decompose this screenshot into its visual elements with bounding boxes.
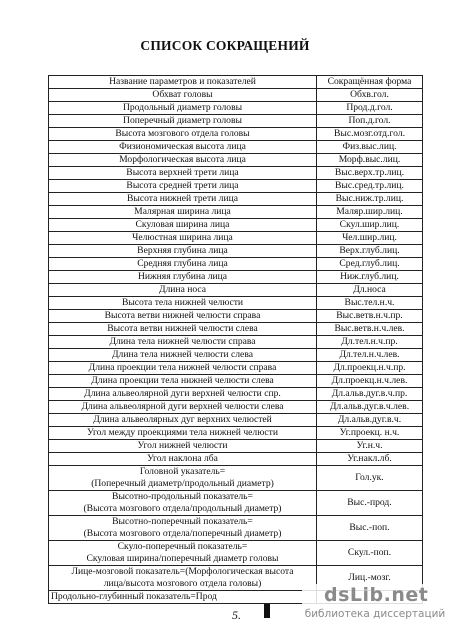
- abbreviation: Выс.ветв.н.ч.лев.: [317, 323, 423, 336]
- table-body: [49, 89, 423, 604]
- table-row: [49, 466, 423, 491]
- table-row: [49, 284, 423, 297]
- table-row: [49, 323, 423, 336]
- abbreviation: Выс.верх.тр.лиц.: [317, 167, 423, 180]
- parameter-name: Нижняя глубина лица: [49, 271, 317, 284]
- table-row: [49, 128, 423, 141]
- parameter-name: Скуловая ширина лица: [49, 219, 317, 232]
- abbreviation: Дл.проекц.н.ч.лев.: [317, 375, 423, 388]
- watermark-logo: dsLib.net: [324, 584, 429, 606]
- table-row: [49, 453, 423, 466]
- parameter-name: Физиономическая высота лица: [49, 141, 317, 154]
- table-row: [49, 193, 423, 206]
- abbreviation: Дл.альв.дуг.в.ч.пр.: [317, 388, 423, 401]
- parameter-name: Длина проекции тела нижней челюсти слева: [49, 375, 317, 388]
- table-row: [49, 491, 423, 516]
- abbreviation: Чел.шир.лиц.: [317, 232, 423, 245]
- parameter-name: Длина тела нижней челюсти слева: [49, 349, 317, 362]
- abbreviation: Морф.выс.лиц.: [317, 154, 423, 167]
- page-number: 5.: [232, 608, 241, 622]
- parameter-name: Малярная ширина лица: [49, 206, 317, 219]
- table-row: [49, 206, 423, 219]
- watermark: [302, 584, 448, 628]
- table-row: [49, 89, 423, 102]
- parameter-name: Длина альвеолярных дуг верхних челюстей: [49, 414, 317, 427]
- table-row: [49, 154, 423, 167]
- parameter-name: Высотно-поперечный показатель= (Высота мозгового отдела/поперечный диаметр): [49, 516, 317, 541]
- abbreviation: Выс.мозг.отд.гол.: [317, 128, 423, 141]
- table-row: [49, 245, 423, 258]
- table-row: [49, 440, 423, 453]
- abbreviation: Обхв.гол.: [317, 89, 423, 102]
- parameter-name: Средняя глубина лица: [49, 258, 317, 271]
- table-row: [49, 297, 423, 310]
- parameter-name: Высота ветви нижней челюсти справа: [49, 310, 317, 323]
- parameter-name: Высота ветви нижней челюсти слева: [49, 323, 317, 336]
- table-row: [49, 232, 423, 245]
- abbreviation: Скул.-поп.: [317, 541, 423, 566]
- abbreviation: Выс.ниж.тр.лиц.: [317, 193, 423, 206]
- abbreviation: Уг.н.ч.: [317, 440, 423, 453]
- parameter-name: Высота верхней трети лица: [49, 167, 317, 180]
- abbreviation: Выс.-поп.: [317, 516, 423, 541]
- table-row: [49, 336, 423, 349]
- abbreviation: Выс.сред.тр.лиц.: [317, 180, 423, 193]
- abbreviation: Гол.ук.: [317, 466, 423, 491]
- abbreviation: Маляр.шир.лиц.: [317, 206, 423, 219]
- parameter-name: Угол нижней челюсти: [49, 440, 317, 453]
- page-title: СПИСОК СОКРАЩЕНИЙ: [140, 38, 310, 53]
- table-row: [49, 167, 423, 180]
- parameter-name: Высота нижней трети лица: [49, 193, 317, 206]
- abbreviation: Дл.тел.н.ч.лев.: [317, 349, 423, 362]
- abbreviation: Прод.д.гол.: [317, 102, 423, 115]
- table-row: [49, 180, 423, 193]
- table-row: [49, 414, 423, 427]
- header-abbreviation: Сокращённая форма: [317, 76, 423, 89]
- parameter-name: Лице-мозговой показатель=(Морфологическая высота лица/высота мозгового отдела головы): [49, 566, 317, 591]
- parameter-name: Длина проекции тела нижней челюсти справа: [49, 362, 317, 375]
- abbreviation: Дл.носа: [317, 284, 423, 297]
- abbreviation: Дл.альв.дуг.в.ч.лев.: [317, 401, 423, 414]
- abbreviation: Лиц.-мозг.: [317, 566, 423, 591]
- abbreviation: Уг.проекц. н.ч.: [317, 427, 423, 440]
- abbreviation: Дл.альв.дуг.в.ч.: [317, 414, 423, 427]
- abbreviation: Скул.шир.лиц.: [317, 219, 423, 232]
- scan-artifact: [264, 604, 270, 618]
- parameter-name: Угол наклона лба: [49, 453, 317, 466]
- table-row: [49, 401, 423, 414]
- abbreviation: Верх.глуб.лиц.: [317, 245, 423, 258]
- table-row: [49, 258, 423, 271]
- table-row: [49, 516, 423, 541]
- abbreviation: Выс.-прод.: [317, 491, 423, 516]
- table-row: [49, 310, 423, 323]
- parameter-name: Высота мозгового отдела головы: [49, 128, 317, 141]
- abbreviation: Сред.глуб.лиц.: [317, 258, 423, 271]
- watermark-subtitle: библиотека диссертаций: [304, 608, 446, 620]
- table-row: [49, 271, 423, 284]
- parameter-name: Скуло-поперечный показатель= Скуловая ширина/поперечный диаметр головы: [49, 541, 317, 566]
- abbreviation: Дл.проекц.н.ч.пр.: [317, 362, 423, 375]
- table-row: [49, 388, 423, 401]
- parameter-name: Высота средней трети лица: [49, 180, 317, 193]
- parameter-name: Верхняя глубина лица: [49, 245, 317, 258]
- header-parameter-name: Название параметров и показателей: [49, 76, 317, 89]
- table-row: [49, 141, 423, 154]
- parameter-name: Высотно-продольный показатель= (Высота мозгового отдела/продольный диаметр): [49, 491, 317, 516]
- abbreviation: Выс.тел.н.ч.: [317, 297, 423, 310]
- abbreviation: Дл.тел.н.ч.пр.: [317, 336, 423, 349]
- parameter-name: Угол между проекциями тела нижней челюсти: [49, 427, 317, 440]
- abbreviation: Поп.д.гол.: [317, 115, 423, 128]
- table-header-row: [49, 76, 423, 89]
- parameter-name: Длина носа: [49, 284, 317, 297]
- table-row: [49, 115, 423, 128]
- table-row: [49, 349, 423, 362]
- parameter-name: Длина тела нижней челюсти справа: [49, 336, 317, 349]
- parameter-name: Продольно-глубинный показатель=Прод: [49, 591, 317, 604]
- parameter-name: Обхват головы: [49, 89, 317, 102]
- parameter-name: Продольный диаметр головы: [49, 102, 317, 115]
- abbreviation: Уг.накл.лб.: [317, 453, 423, 466]
- abbreviation: Ниж.глуб.лиц.: [317, 271, 423, 284]
- abbreviations-table: [48, 75, 423, 604]
- parameter-name: Длина альвеолярной дуги верхней челюсти слева: [49, 401, 317, 414]
- parameter-name: Высота тела нижней челюсти: [49, 297, 317, 310]
- table-row: [49, 541, 423, 566]
- parameter-name: Поперечный диаметр головы: [49, 115, 317, 128]
- table-row: [49, 362, 423, 375]
- abbreviation: Физ.выс.лиц.: [317, 141, 423, 154]
- table-row: [49, 427, 423, 440]
- table-row: [49, 102, 423, 115]
- parameter-name: Челюстная ширина лица: [49, 232, 317, 245]
- table-row: [49, 375, 423, 388]
- parameter-name: Морфологическая высота лица: [49, 154, 317, 167]
- abbreviation: Выс.ветв.н.ч.пр.: [317, 310, 423, 323]
- parameter-name: Длина альвеолярной дуги верхней челюсти спр.: [49, 388, 317, 401]
- parameter-name: Головной указатель= (Поперечный диаметр/продольный диаметр): [49, 466, 317, 491]
- table-row: [49, 219, 423, 232]
